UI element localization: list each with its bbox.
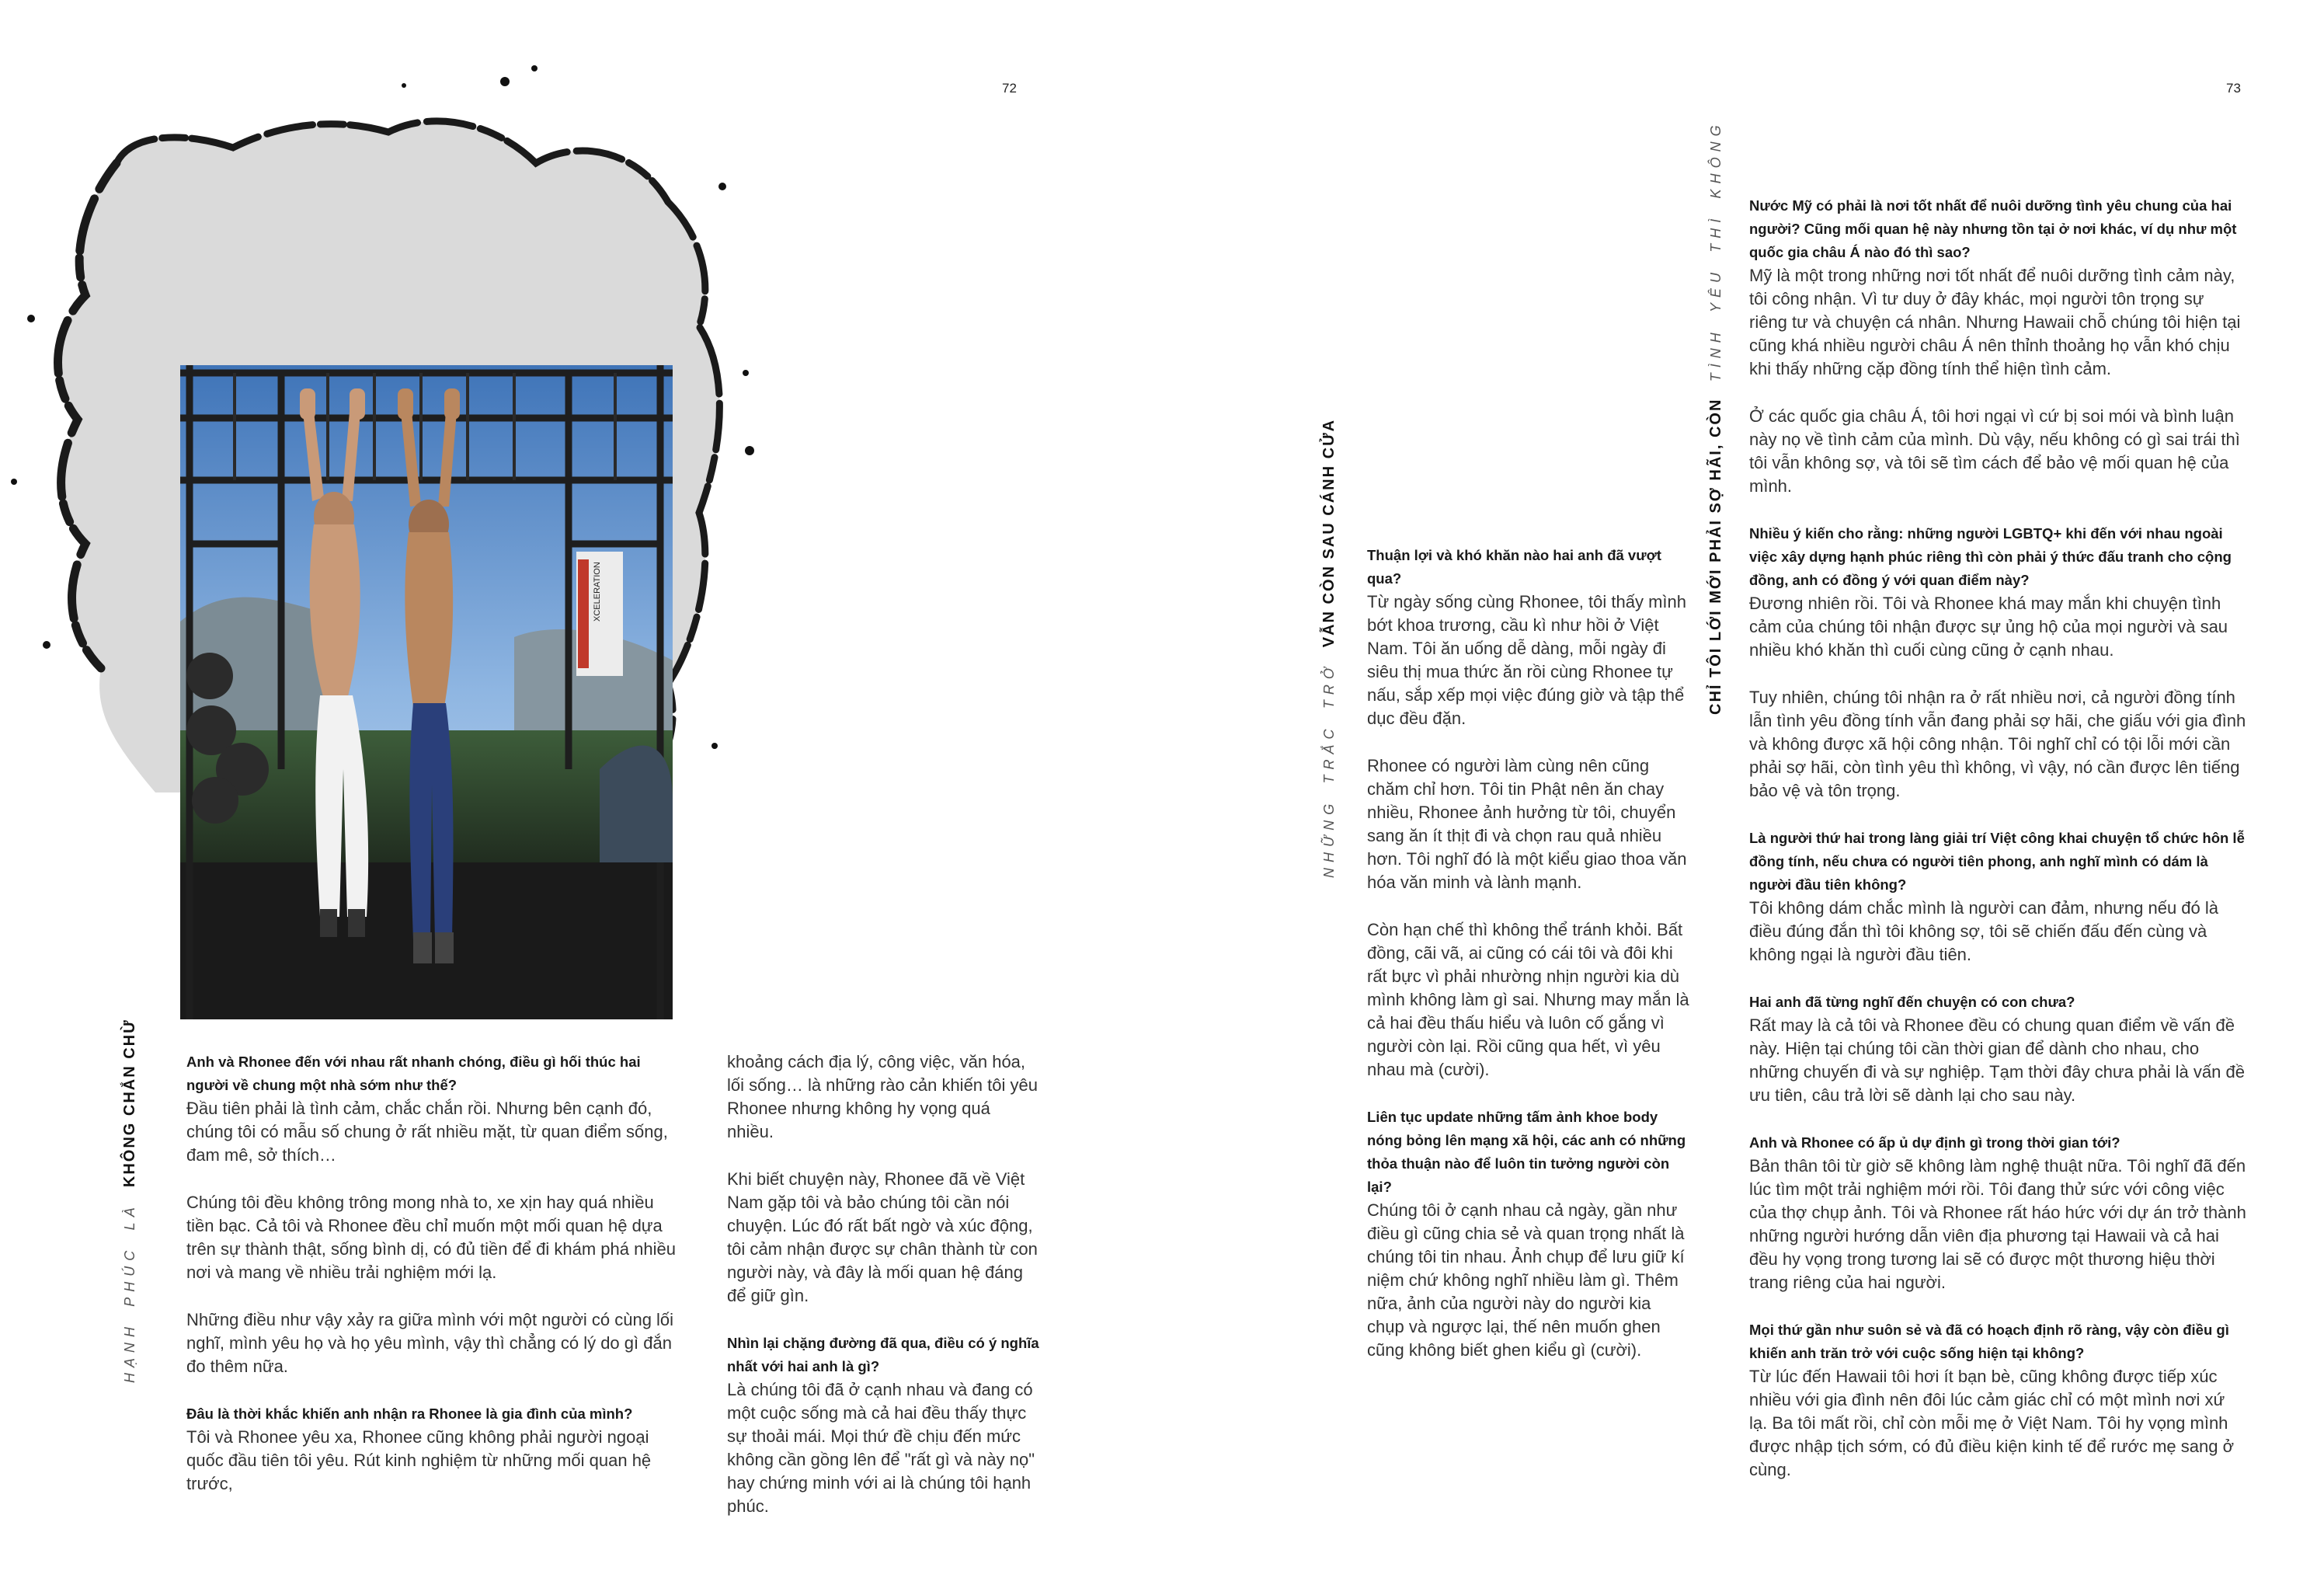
answer-text: Từ ngày sống cùng Rhonee, tôi thấy mình bớt khoa trương, cầu kì như hồi ở Việt Nam. Tôi ăn uống dễ dàng, mỗi ngày đi siêu thị mua thức ăn rồi cùng Rhonee tự nấu, sắp xếp mọi việc đúng giờ và tập thể dục đều đặn. bbox=[1367, 592, 1686, 728]
answer-text: Còn hạn chế thì không thể tránh khỏi. Bất đồng, cãi vã, ai cũng có cái tôi và đôi khi rất bực vì phải nhường nhịn người kia dù mình không làm gì sai. Nhưng may mắn là cả hai đều thấu hiểu và luôn cố gắng vì người còn lại. Rồi cũng qua hết, vì yêu nhau mà (cười). bbox=[1367, 920, 1689, 1079]
question-text: Liên tục update những tấm ảnh khoe body nóng bỏng lên mạng xã hội, các anh có những thỏa thuận nào để luôn tin tưởng người còn lại? bbox=[1367, 1109, 1686, 1195]
answer-text: Từ lúc đến Hawaii tôi hơi ít bạn bè, cũng không được tiếp xúc nhiều với gia đình nên đôi lúc cảm giác chỉ có một mình nơi xứ lạ. Ba tôi mất rồi, chỉ còn mỗi mẹ ở Việt Nam. Tôi hy vọng mình được nhập tịch sớm, có đủ điều kiện kinh tế để rước mẹ sang ở cùng. bbox=[1749, 1367, 2235, 1479]
qa-block bbox=[1749, 1318, 2246, 1482]
answer-text: Ở các quốc gia châu Á, tôi hơi ngại vì cứ bị soi mói và bình luận này nọ về tình cảm của mình. Dù vậy, nếu không có gì sai trái thì tôi vẫn không sợ, và tôi sẽ tìm cách để bảo vệ mối quan hệ của mình. bbox=[1749, 406, 2240, 496]
answer-text: Rất may là cả tôi và Rhonee đều có chung quan điểm về vấn đề này. Hiện tại chúng tôi cần thời gian để dành cho nhau, cho những chuyến đi và sự nghiệp. Tạm thời đây chưa phải là vấn đề ưu tiên, câu trả lời sẽ dành lại cho sau này. bbox=[1749, 1015, 2245, 1105]
column-2 bbox=[727, 1050, 1041, 1542]
answer-text: Chúng tôi ở cạnh nhau cả ngày, gần như điều gì cũng chia sẻ và quan trọng nhất là chúng tôi tin nhau. Ảnh chụp để lưu giữ kí niệm chứ không nghĩ nhiều làm gì. Thêm nữa, ảnh của người này do người kia chụp và ngược lại, thế nên muốn ghen cũng không biết ghen kiểu gì (cười). bbox=[1367, 1200, 1685, 1360]
qa-block bbox=[1749, 827, 2246, 967]
qa-block bbox=[1367, 1106, 1692, 1362]
answer-text: khoảng cách địa lý, công việc, văn hóa, lối sống… là những rào cản khiến tôi yêu Rhonee nhưng không hy vọng quá nhiều. bbox=[727, 1052, 1038, 1141]
answer-text: Khi biết chuyện này, Rhonee đã về Việt Nam gặp tôi và bảo chúng tôi cần nói chuyện. Lúc đó rất bất ngờ và xúc động, tôi cảm nhận được sự chân thành từ con người này, và đây là mối quan hệ đáng để giữ gìn. bbox=[727, 1169, 1038, 1305]
question-text: Nhiều ý kiến cho rằng: những người LGBTQ+ khi đến với nhau ngoài việc xây dựng hạnh phúc riêng thì còn phải ý thức đấu tranh cho cộng đồng, anh có đồng ý với quan điểm này? bbox=[1749, 525, 2232, 588]
heading-left-word: PHÚC bbox=[122, 1245, 137, 1307]
answer-text: Những điều như vậy xảy ra giữa mình với một người có cùng lối nghĩ, mình yêu họ và họ yêu mình, vậy thì chẳng có lý do gì đắn đo thêm nữa. bbox=[186, 1310, 674, 1376]
question-text: Mọi thứ gần như suôn sẻ và đã có hoạch định rõ ràng, vậy còn điều gì khiến anh trăn trở với cuộc sống hiện tại không? bbox=[1749, 1322, 2229, 1361]
qa-block bbox=[1749, 522, 2246, 662]
heading-left bbox=[121, 1019, 139, 1383]
answer-text: Đầu tiên phải là tình cảm, chắc chắn rồi. Nhưng bên cạnh đó, chúng tôi có mẫu số chung ở rất nhiều mặt, từ quan điểm sống, đam mê, sở thích… bbox=[186, 1099, 668, 1165]
right-page bbox=[1162, 0, 2324, 1578]
answer-text: Tôi không dám chắc mình là người can đảm, nhưng nếu đó là điều đúng đắn thì tôi không sợ, tôi sẽ chiến đấu đến cùng và không ngại là người đầu tiên. bbox=[1749, 898, 2219, 964]
qa-block bbox=[727, 1332, 1041, 1518]
heading-left-word: LÀ bbox=[122, 1202, 137, 1231]
answer-text: Rhonee có người làm cùng nên cũng chăm chỉ hơn. Tôi tin Phật nên ăn chay nhiều, Rhonee ảnh hưởng từ tôi, chuyển sang ăn ít thịt đi và chọn rau quả nhiều hơn. Tôi nghĩ đó là một kiểu giao thoa văn hóa văn minh và lành mạnh. bbox=[1367, 756, 1687, 892]
answer-text: Đương nhiên rồi. Tôi và Rhonee khá may mắn khi chuyện tình cảm của chúng tôi nhận được sự ủng hộ của mọi người và sau nhiều khó khăn thì cuối cùng cũng ở cạnh nhau. bbox=[1749, 594, 2228, 660]
question-text: Anh và Rhonee có ấp ủ dự định gì trong thời gian tới? bbox=[1749, 1134, 2120, 1151]
qa-block bbox=[727, 1168, 1041, 1308]
heading-right-bold: CHỈ TÔI LỚI MỚI PHẢI SỢ HÃI, CÒN bbox=[1707, 398, 1724, 715]
answer-text: Tuy nhiên, chúng tôi nhận ra ở rất nhiều nơi, cả người đồng tính lẫn tình yêu đồng tính vẫn đang phải sợ hãi, che giấu với gia đình và không được xã hội công nhận. Tôi nghĩ chỉ có tội lỗi mới cần phải sợ hãi, còn tình yêu thì không, vì vậy, nó cần được lên tiếng bảo vệ và tôn trọng. bbox=[1749, 688, 2246, 800]
answer-text: Chúng tôi đều không trông mong nhà to, xe xịn hay quá nhiều tiền bạc. Cả tôi và Rhonee đều chỉ muốn một mối quan hệ dựa trên sự thành thật, sống bình dị, có đủ tiền để đi khám phá nhiều nơi và mang về nhiều trải nghiệm mới lạ. bbox=[186, 1193, 676, 1282]
gym-photo bbox=[180, 365, 673, 1019]
heading-middle bbox=[1320, 419, 1338, 878]
question-text: Nhìn lại chặng đường đã qua, điều có ý nghĩa nhất với hai anh là gì? bbox=[727, 1335, 1039, 1374]
heading-middle-bold: VẪN CÒN SAU CÁNH CỬA bbox=[1320, 418, 1338, 648]
heading-right-word: THÌ bbox=[1708, 213, 1724, 253]
qa-block bbox=[1367, 754, 1692, 894]
qa-block bbox=[1749, 405, 2246, 498]
question-text: Anh và Rhonee đến với nhau rất nhanh chóng, điều gì hối thúc hai người về chung một nhà sớm như thế? bbox=[186, 1054, 641, 1093]
qa-block bbox=[186, 1402, 677, 1496]
heading-middle-word: NHỮNG bbox=[1321, 798, 1337, 878]
equipment-brand-text: XCELERATION bbox=[593, 562, 602, 622]
qa-block bbox=[1367, 918, 1692, 1082]
column-3 bbox=[1367, 544, 1692, 1386]
qa-block bbox=[1749, 194, 2246, 381]
answer-text: Bản thân tôi từ giờ sẽ không làm nghệ thuật nữa. Tôi nghĩ đã đến lúc tìm một trải nghiệm mới rồi. Tôi đang thử sức với công việc của thợ chụp ảnh. Tôi và Rhonee rất háo hức với dự án trở thành những người hướng dẫn viên địa phương tại Hawaii và cả hai đều hy vọng trong tương lai sẽ có được một thương hiệu thời trang riêng của hai người. bbox=[1749, 1156, 2246, 1292]
question-text: Nước Mỹ có phải là nơi tốt nhất để nuôi dưỡng tình yêu chung của hai người? Cũng mối quan hệ này nhưng tồn tại ở nơi khác, ví dụ như một quốc gia châu Á nào đó thì sao? bbox=[1749, 197, 2237, 260]
qa-block bbox=[1749, 1131, 2246, 1294]
qa-block bbox=[727, 1050, 1041, 1144]
column-1 bbox=[186, 1050, 677, 1520]
qa-block bbox=[1367, 544, 1692, 730]
heading-right-word: YÊU bbox=[1708, 267, 1724, 313]
heading-right bbox=[1707, 109, 1725, 715]
heading-left-word: HẠNH bbox=[122, 1321, 137, 1383]
heading-right-word: KHÔNG bbox=[1708, 120, 1724, 199]
question-text: Thuận lợi và khó khăn nào hai anh đã vượt qua? bbox=[1367, 547, 1661, 587]
answer-text: Mỹ là một trong những nơi tốt nhất để nuôi dưỡng tình cảm này, tôi công nhận. Vì tư duy ở đây khác, mọi người tôn trọng sự riêng tư và chuyện cá nhân. Nhưng Hawaii chỗ chúng tôi hiện tại cũng khá nhiều người châu Á nên thỉnh thoảng họ vẫn khó chịu khi thấy những cặp đồng tính thể hiện tình cảm. bbox=[1749, 266, 2241, 378]
heading-right-word: TÌNH bbox=[1708, 327, 1724, 382]
qa-block bbox=[1749, 991, 2246, 1107]
qa-block bbox=[186, 1191, 677, 1284]
answer-text: Tôi và Rhonee yêu xa, Rhonee cũng không phải người ngoại quốc đầu tiên tôi yêu. Rút kinh nghiệm từ những mối quan hệ trước, bbox=[186, 1427, 652, 1493]
qa-block bbox=[186, 1308, 677, 1378]
qa-block bbox=[1749, 686, 2246, 803]
page-number-left: 72 bbox=[1002, 81, 1017, 96]
question-text: Hai anh đã từng nghĩ đến chuyện có con chưa? bbox=[1749, 994, 2075, 1010]
column-4 bbox=[1749, 194, 2246, 1506]
page-number-right: 73 bbox=[2226, 81, 2241, 96]
answer-text: Là chúng tôi đã ở cạnh nhau và đang có một cuộc sống mà cả hai đều thấy thực sự thoải mái. Mọi thứ đề chịu đến mức không cần gồng lên để "rất gì và này nọ" hay chứng minh với ai là chúng tôi hạnh phúc. bbox=[727, 1380, 1035, 1516]
question-text: Đâu là thời khắc khiến anh nhận ra Rhonee là gia đình của mình? bbox=[186, 1406, 633, 1422]
question-text: Là người thứ hai trong làng giải trí Việt công khai chuyện tổ chức hôn lễ đồng tính, nếu chưa có người tiên phong, anh nghĩ mình có dám là người đầu tiên không? bbox=[1749, 830, 2245, 893]
qa-block bbox=[186, 1050, 677, 1167]
heading-left-bold: KHÔNG CHẮN CHỪ bbox=[121, 1019, 138, 1188]
heading-middle-word: TRỞ bbox=[1321, 662, 1337, 709]
heading-middle-word: TRẮC bbox=[1321, 723, 1337, 784]
